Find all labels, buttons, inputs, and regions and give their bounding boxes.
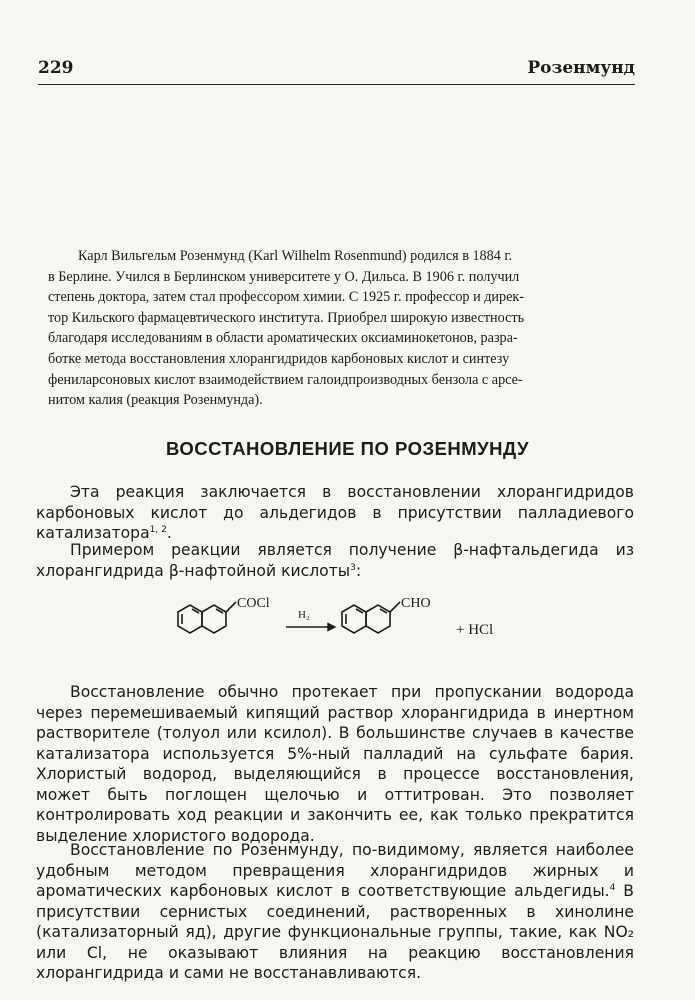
reaction-arrow (286, 624, 335, 631)
paragraph-text: Восстановление по Розенмунду, по-видимому, является наиболее удобным методом превращения хлорангидридов жирных и ароматических карбоновых кислот в соответствующие альдегиды. (36, 841, 634, 900)
page-number: 229 (38, 58, 74, 78)
bio-line: нитом калия (реакция Розенмунда). (48, 392, 263, 409)
bio-line: ботке метода восстановления хлорангидридов карбоновых кислот и синтезу (48, 350, 510, 367)
reagent-label: H₂ (298, 609, 310, 621)
paragraph-text: Эта реакция заключается в восстановлении хлорангидридов карбоновых кислот до альдегидов в присутствии палладиевого катализатора (36, 483, 634, 542)
bio-line: фениларсоновых кислот взаимодействием галоидпроизводных бензола с арсе- (48, 371, 523, 388)
paragraph-example (36, 540, 634, 581)
biography-note (48, 246, 636, 411)
bio-line: Карл Вильгельм Розенмунд (Karl Wilhelm Rosenmund) родился в 1884 г. (78, 248, 513, 264)
footnote-ref: 3 (350, 562, 356, 573)
bio-line: благодаря исследованиям в области ароматических оксиаминокетонов, разра- (48, 330, 518, 347)
running-header (38, 58, 635, 85)
naphthalene-reactant (178, 602, 236, 633)
paragraph-text: В присутствии сернистых соединений, растворенных в хинолине (катализаторный яд), другие функциональные группы, такие, как NO₂ или Cl, не оказывают влияния на реакцию восстановления хлорангидрида и сами не восстанавливаются. (36, 882, 635, 982)
running-title: Розенмунд (527, 58, 635, 78)
footnote-ref: 4 (609, 882, 616, 893)
paragraph-intro (36, 482, 634, 544)
reactant-group: COCl (237, 596, 270, 611)
byproduct: + HCl (456, 622, 494, 638)
punctuation: : (355, 561, 362, 580)
naphthalene-product (342, 602, 400, 633)
paragraph-procedure (36, 682, 634, 846)
paragraph-text: Примером реакции является получение β-нафтальдегида из хлорангидрида β-нафтойной кислоты (36, 541, 634, 580)
footnote-ref: 1, 2 (149, 524, 167, 535)
product-group: CHO (401, 596, 431, 611)
paragraph-text: Восстановление обычно протекает при пропускании водорода через перемешиваемый кипящий раствор хлорангидрида в инертном растворителе (толуол или ксилол). В большинстве случаев в качестве катализатора используется 5%-ный палладий на сульфате бария. Хлористый водород, выделяющийся в процессе восстановления, может быть поглощен щелочью и оттитрован. Это позволяет контролировать ход реакции и закончить ее, как только прекратится выделение хлористого водорода. (36, 683, 634, 845)
reaction-scheme (160, 590, 520, 670)
punctuation: . (166, 524, 172, 542)
bio-line: в Берлине. Учился в Берлинском университете у О. Дильса. В 1906 г. получил (48, 268, 520, 285)
paragraph-scope (36, 840, 634, 984)
section-heading: ВОССТАНОВЛЕНИЕ ПО РОЗЕНМУНДУ (166, 438, 529, 459)
bio-line: степень доктора, затем стал профессором химии. С 1925 г. профессор и дирек- (48, 289, 525, 306)
bio-line: тор Кильского фармацевтического института. Приобрел широкую известность (48, 309, 525, 326)
